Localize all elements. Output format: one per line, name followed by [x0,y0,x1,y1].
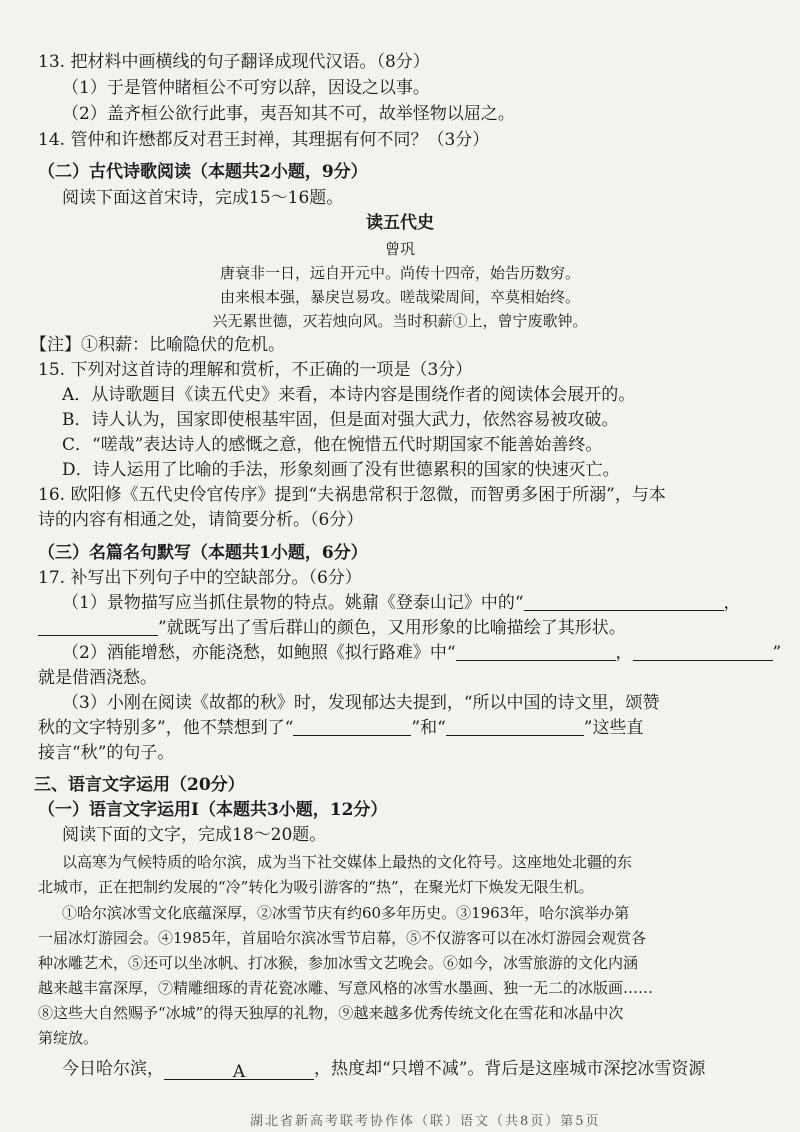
q17-text: ”和“ [411,718,446,738]
section-poetry-header: （二）古代诗歌阅读（本题共2小题，9分） [38,162,368,182]
q17-text: ” [772,643,782,663]
q13-sentence-2: （2）盖齐桓公欲行此事，夷吾知其不可，故举怪物以屈之。 [62,104,515,124]
section-recitation-header: （三）名篇名句默写（本题共1小题，6分） [38,543,368,563]
q17-text: ”就既写出了雪后群山的颜色，又用形象的比喻描绘了其形状。 [158,618,626,638]
passage-line: 以高寒为气候特质的哈尔滨，成为当下社交媒体上最热的文化符号。这座地处北疆的东 [62,853,633,871]
q17-part-1-line-1 [62,592,741,614]
poem-note: 【注】①积薪：比喻隐伏的危机。 [30,335,285,355]
q17-text: （2）酒能增愁，亦能浇愁，如鲍照《拟行路难》中“ [62,643,456,663]
q17-text: （1）景物描写应当抓住景物的特点。姚鼐《登泰山记》中的“ [62,593,524,613]
passage-last-line [62,1058,705,1080]
passage-line: ①哈尔滨冰雪文化底蕴深厚，②冰雪节庆有约60多年历史。③1963年，哈尔滨举办第 [62,904,630,922]
blank-a[interactable] [164,1061,314,1080]
q17-text: ， [615,643,633,663]
passage-line: 一届冰灯游园会。④1985年，首届哈尔滨冰雪节启幕，⑤不仅游客可以在冰灯游园会观赏各 [38,929,647,947]
q17-text: ， [723,593,741,613]
poem-title: 读五代史 [366,213,434,233]
q15-option-a: A．从诗歌题目《读五代史》来看，本诗内容是围绕作者的阅读体会展开的。 [62,385,636,405]
passage-text: ，热度却“只增不减”。背后是这座城市深挖冰雪资源 [314,1059,706,1079]
poem-line: 兴无累世德，灭若烛向风。当时积薪①上，曾宁废歌钟。 [212,312,588,330]
fill-blank[interactable] [38,617,158,636]
q16-line-1: 16. 欧阳修《五代史伶官传序》提到“夫祸患常积于忽微，而智勇多困于所溺”，与本 [38,485,666,505]
fill-blank[interactable] [633,642,773,661]
poetry-intro: 阅读下面这首宋诗，完成15～16题。 [62,188,344,208]
q13-stem: 13. 把材料中画横线的句子翻译成现代汉语。（8分） [38,52,430,72]
q17-part-2-line-1 [62,642,781,664]
passage-line: 种冰雕艺术，⑤还可以坐冰帆、打冰猴，参加冰雪文艺晚会。⑥如今，冰雪旅游的文化内涵 [38,954,639,972]
fill-blank[interactable] [524,592,724,611]
q17-part-3-line-1: （3）小刚在阅读《故都的秋》时，发现郁达夫提到，“所以中国的诗文里，颂赞 [62,693,660,713]
passage-text: 今日哈尔滨， [62,1059,164,1079]
fill-blank[interactable] [446,717,584,736]
fill-blank[interactable] [456,642,616,661]
page-footer: 湖北省新高考联考协作体（联）语文（共8页）第5页 [250,1114,601,1129]
q17-part-1-line-2 [38,617,626,639]
q13-sentence-1: （1）于是管仲睹桓公不可穷以辞，因设之以事。 [62,78,430,98]
q15-option-c: C．“嗟哉”表达诗人的感慨之意，他在惋惜五代时期国家不能善始善终。 [62,435,603,455]
passage-line: ⑧这些大自然赐予“冰城”的得天独厚的礼物，⑨越来越多优秀传统文化在雪花和冰晶中次 [38,1004,624,1022]
passage-line: 越来越丰富深厚，⑦精雕细琢的青花瓷冰雕、写意风格的冰雪水墨画、独一无二的冰版画…… [38,979,654,997]
passage-line: 第绽放。 [38,1029,99,1047]
q17-text: ”这些直 [583,718,644,738]
part-3-subheader: （一）语言文字运用Ⅰ（本题共3小题，12分） [38,800,388,820]
part-3-header: 三、语言文字运用（20分） [34,775,245,795]
q17-text: 秋的文字特别多”，他不禁想到了“ [38,718,294,738]
poem-line: 唐衰非一日，远自开元中。尚传十四帝，始告历数穷。 [219,264,580,282]
part-3-intro: 阅读下面的文字，完成18～20题。 [62,825,327,845]
q17-part-3-line-2 [38,717,643,739]
q15-option-d: D．诗人运用了比喻的手法，形象刻画了没有世德累积的国家的快速灭亡。 [62,460,620,480]
q17-part-2-line-2: 就是借酒浇愁。 [38,668,157,688]
passage-line: 北城市，正在把制约发展的“冷”转化为吸引游客的“热”，在聚光灯下焕发无限生机。 [38,878,594,896]
blank-a-label: A [232,1062,246,1082]
q15-option-b: B．诗人认为，国家即使根基牢固，但是面对强大武力，依然容易被攻破。 [62,410,619,430]
q16-line-2: 诗的内容有相通之处，请简要分析。（6分） [38,510,364,530]
q17-part-3-line-3: 接言“秋”的句子。 [38,743,175,763]
poem-author: 曾巩 [384,240,415,258]
poem-line: 由来根本强，暴戾岂易攻。嗟哉梁周间，卒莫相始终。 [219,288,580,306]
q15-stem: 15. 下列对这首诗的理解和赏析，不正确的一项是（3分） [38,360,473,380]
q17-stem: 17. 补写出下列句子中的空缺部分。（6分） [38,568,362,588]
q14-stem: 14. 管仲和许懋都反对君王封禅，其理据有何不同？（3分） [38,130,490,150]
fill-blank[interactable] [293,717,411,736]
